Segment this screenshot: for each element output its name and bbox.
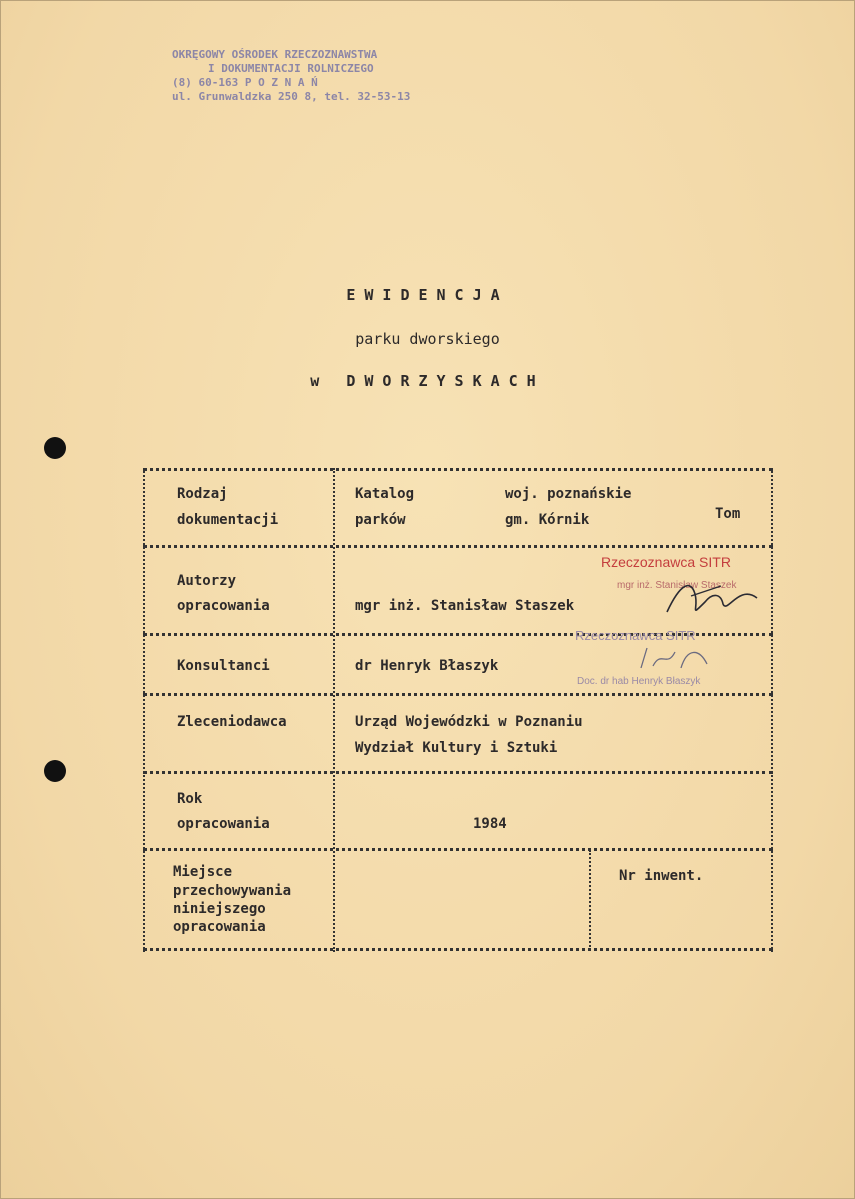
table-rule [143, 771, 773, 774]
value-client-1: Urząd Wojewódzki w Poznaniu [355, 714, 583, 730]
label-storage-1: Miejsce [173, 864, 233, 880]
stamp-line-3: (8) 60-163 P O Z N A Ń [172, 76, 318, 89]
signature-icon [661, 574, 761, 622]
stamp-line-1: OKRĘGOWY OŚRODEK RZECZOZNAWSTWA [172, 48, 378, 61]
label-document-type-1: Rodzaj [177, 486, 228, 502]
inventory-number-label: Nr inwent. [619, 868, 704, 884]
table-rule [333, 468, 335, 952]
expert-stamp-violet-name: Doc. dr hab Henryk Błaszyk [577, 676, 701, 687]
table-rule [143, 468, 145, 952]
value-consultants: dr Henryk Błaszyk [355, 658, 499, 674]
table-rule [143, 545, 773, 548]
document-subtitle: parku dworskiego [355, 330, 500, 348]
label-year-2: opracowania [177, 816, 270, 832]
institution-stamp [172, 48, 411, 104]
value-year: 1984 [473, 816, 507, 832]
value-client-2: Wydział Kultury i Sztuki [355, 740, 558, 756]
punch-hole-top [44, 437, 66, 459]
signature-icon [637, 644, 717, 676]
value-authors: mgr inż. Stanisław Staszek [355, 598, 575, 614]
label-storage-3: niniejszego [173, 901, 266, 917]
punch-hole-bottom [44, 760, 66, 782]
table-rule [143, 948, 773, 951]
document-location: w DWORZYSKACH [310, 372, 545, 390]
document-title: EWIDENCJA [346, 286, 509, 304]
label-year-1: Rok [177, 791, 203, 807]
table-rule [143, 693, 773, 696]
voivodeship: woj. poznańskie [505, 486, 632, 502]
expert-stamp-red: Rzeczoznawca SITR [601, 554, 731, 570]
value-document-type-2: parków [355, 512, 406, 528]
expert-stamp-violet: Rzeczoznawca SITR [575, 628, 696, 643]
value-document-type-1: Katalog [355, 486, 415, 502]
commune: gm. Kórnik [505, 512, 590, 528]
table-rule [143, 468, 773, 471]
expert-stamp-red-name: mgr inż. Stanisław Staszek [617, 580, 737, 591]
label-client: Zleceniodawca [177, 714, 287, 730]
label-authors-1: Autorzy [177, 573, 237, 589]
volume-label: Tom [715, 506, 741, 522]
table-rule [143, 848, 773, 851]
table-rule [589, 850, 591, 950]
label-authors-2: opracowania [177, 598, 270, 614]
label-storage-2: przechowywania [173, 883, 292, 899]
label-consultants: Konsultanci [177, 658, 270, 674]
stamp-line-2: I DOKUMENTACJI ROLNICZEGO [208, 62, 374, 75]
stamp-line-4: ul. Grunwaldzka 250 8, tel. 32-53-13 [172, 90, 411, 103]
label-document-type-2: dokumentacji [177, 512, 279, 528]
label-storage-4: opracowania [173, 919, 266, 935]
record-table [143, 468, 773, 952]
table-rule [771, 468, 773, 952]
